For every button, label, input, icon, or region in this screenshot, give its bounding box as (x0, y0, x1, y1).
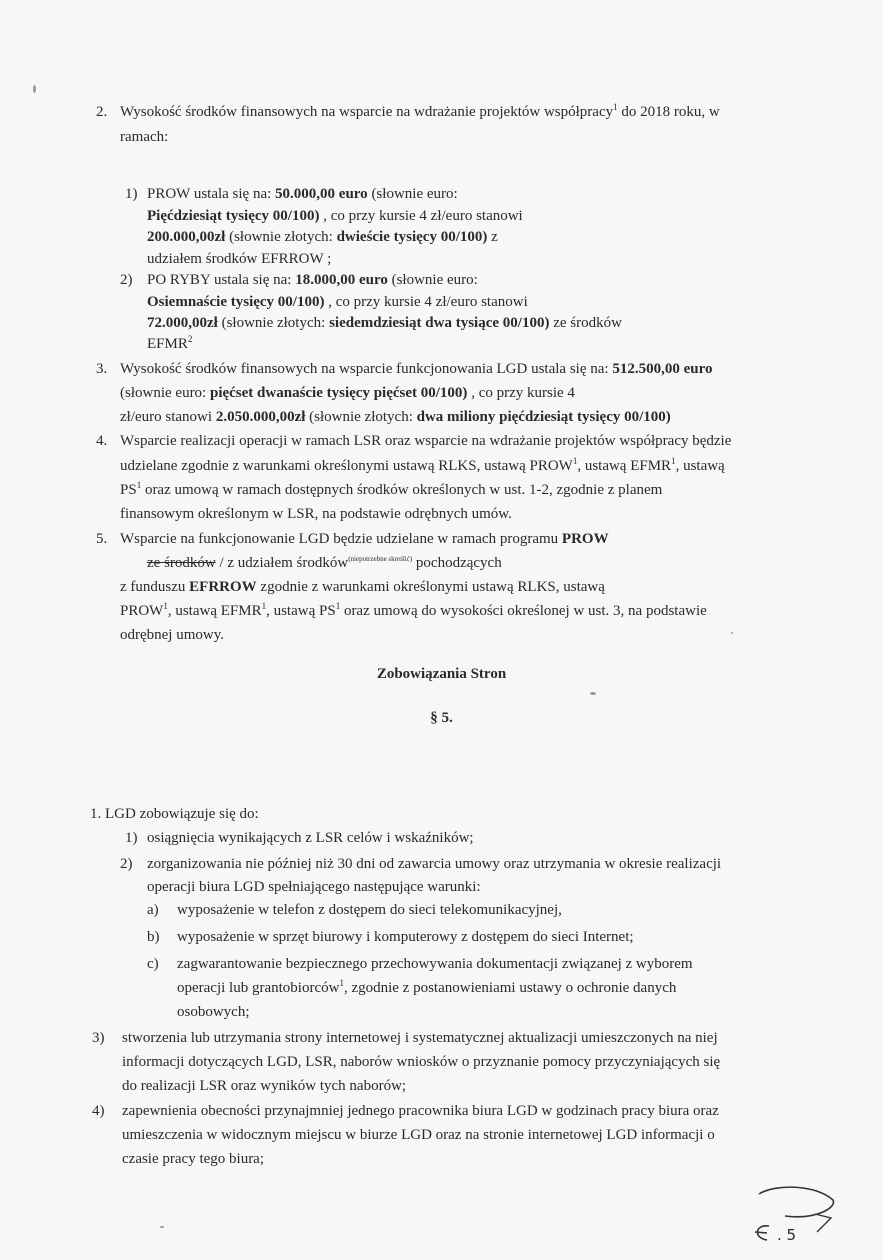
obligation-4-line-3: czasie pracy tego biura; (122, 1151, 265, 1167)
section-3-line-2: (słownie euro: pięćset dwanaście tysięcy pięćset 00/100) , co przy kursie 4 (120, 385, 575, 401)
section-5-line-2: ze środków / z udziałem środków$^{(niepotrzebne skreślić)}$ pochodzących (147, 555, 502, 571)
subitem-c-line-2: operacji lub grantobiorców$^1$, zgodnie z postanowieniami ustawy o ochronie danych (177, 978, 677, 996)
prow-line-3: 200.000,00zł (słownie złotych: dwieście tysięcy 00/100) z (147, 229, 498, 245)
obligation-3-line-2: informacji dotyczących LGD, LSR, naborów wniosków o przyznanie pomocy przyczyniających się (122, 1054, 721, 1070)
obligation-4-line-2: umieszczenia w widocznym miejscu w biurze LGD oraz na stronie internetowej LGD informacji o (122, 1127, 715, 1143)
section-2-number: 2. (96, 104, 108, 120)
subitem-b-text: wyposażenie w sprzęt biurowy i komputerowy z dostępem do sieci Internet; (177, 929, 634, 945)
subitem-a-number: a) (147, 902, 159, 918)
section-3-line-3: zł/euro stanowi 2.050.000,00zł (słownie złotych: dwa miliony pięćdziesiąt tysięcy 00/100) (120, 409, 671, 425)
section-5-line-4: PROW$^1$, ustawą EFMR$^1$, ustawą $PS^1$ oraz umową do wysokości określonej w ust. 3, na podstawie (120, 601, 707, 619)
section-4-line-2: udzielane zgodnie z warunkami określonymi ustawą RLKS, ustawą PROW$^1$, ustawą EFMR$^1$, ustawą (120, 456, 725, 474)
prow-number: 1) (125, 186, 138, 202)
obligation-4-line-1: zapewnienia obecności przynajmniej jednego pracownika biura LGD w godzinach pracy biura oraz (122, 1103, 719, 1119)
section-4-number: 4. (96, 433, 108, 449)
scan-speck (731, 632, 733, 634)
subitem-a-text: wyposażenie w telefon z dostępem do sieci telekomunikacyjnej, (177, 902, 562, 918)
section-5-line-1: Wsparcie na funkcjonowanie LGD będzie udzielane w ramach programu PROW (120, 531, 609, 547)
section-2-line-2: ramach: (120, 129, 169, 145)
ryby-line-2: Osiemnaście tysięcy 00/100) , co przy kursie 4 zł/euro stanowi (147, 294, 528, 310)
section-2-line-1: Wysokość środków finansowych na wsparcie na wdrażanie projektów współpracy$^1$ do 2018 roku, w (120, 102, 720, 120)
obligation-4-number: 4) (92, 1103, 105, 1119)
prow-line-4: udziałem środków EFRROW ; (147, 251, 332, 267)
scan-speck (590, 692, 596, 695)
obligations-intro: 1. LGD zobowiązuje się do: (90, 806, 259, 822)
subitem-b-number: b) (147, 929, 160, 945)
subitem-c-line-3: osobowych; (177, 1004, 250, 1020)
obligation-3-number: 3) (92, 1030, 105, 1046)
page-number: . 5 (777, 1226, 797, 1244)
obligation-2-line-2: operacji biura LGD spełniającego następujące warunki: (147, 879, 481, 895)
prow-line-2: Pięćdziesiąt tysięcy 00/100) , co przy kursie 4 zł/euro stanowi (147, 208, 523, 224)
section-4-line-3: $PS^1$ oraz umową w ramach dostępnych środków określonych w ust. 1-2, zgodnie z planem (120, 480, 663, 498)
obligation-1-text: osiągnięcia wynikających z LSR celów i wskaźników; (147, 830, 474, 846)
obligation-2-number: 2) (120, 856, 133, 872)
ryby-line-1: PO RYBY ustala się na: 18.000,00 euro (słownie euro: (147, 272, 478, 288)
scan-speck (160, 1226, 164, 1228)
subitem-c-line-1: zagwarantowanie bezpiecznego przechowywania dokumentacji związanej z wyborem (177, 956, 693, 972)
section-5-line-5: odrębnej umowy. (120, 627, 225, 643)
prow-line-1: PROW ustala się na: 50.000,00 euro (słownie euro: (147, 186, 458, 202)
obligations-heading: Zobowiązania Stron (376, 666, 507, 682)
section-4-line-1: Wsparcie realizacji operacji w ramach LSR oraz wsparcie na wdrażanie projektów współpracy będzie (120, 433, 732, 449)
section-5-number: 5. (96, 531, 108, 547)
section-3-number: 3. (96, 361, 108, 377)
obligation-1-number: 1) (125, 830, 138, 846)
section-4-line-4: finansowym określonym w LSR, na podstawie odrębnych umów. (120, 506, 512, 522)
section-3-line-1: Wysokość środków finansowych na wsparcie funkcjonowania LGD ustala się na: 512.500,00 euro (120, 361, 713, 377)
ryby-number: 2) (120, 272, 133, 288)
ryby-line-3: 72.000,00zł (słownie złotych: siedemdziesiąt dwa tysiące 00/100) ze środków (147, 315, 622, 331)
obligation-3-line-1: stworzenia lub utrzymania strony internetowej i systematycznej aktualizacji umieszczonych na niej (122, 1030, 718, 1046)
paragraph-mark: § 5. (430, 710, 453, 726)
subitem-c-number: c) (147, 956, 159, 972)
obligation-3-line-3: do realizacji LSR oraz wyników tych naborów; (122, 1078, 407, 1094)
scan-speck (33, 85, 36, 93)
ryby-line-4: EFMR$^2$ (147, 334, 193, 352)
obligation-2-line-1: zorganizowania nie później niż 30 dni od zawarcia umowy oraz utrzymania w okresie realizacji (147, 856, 722, 872)
section-5-line-3: z funduszu EFRROW zgodnie z warunkami określonymi ustawą RLKS, ustawą (120, 579, 605, 595)
